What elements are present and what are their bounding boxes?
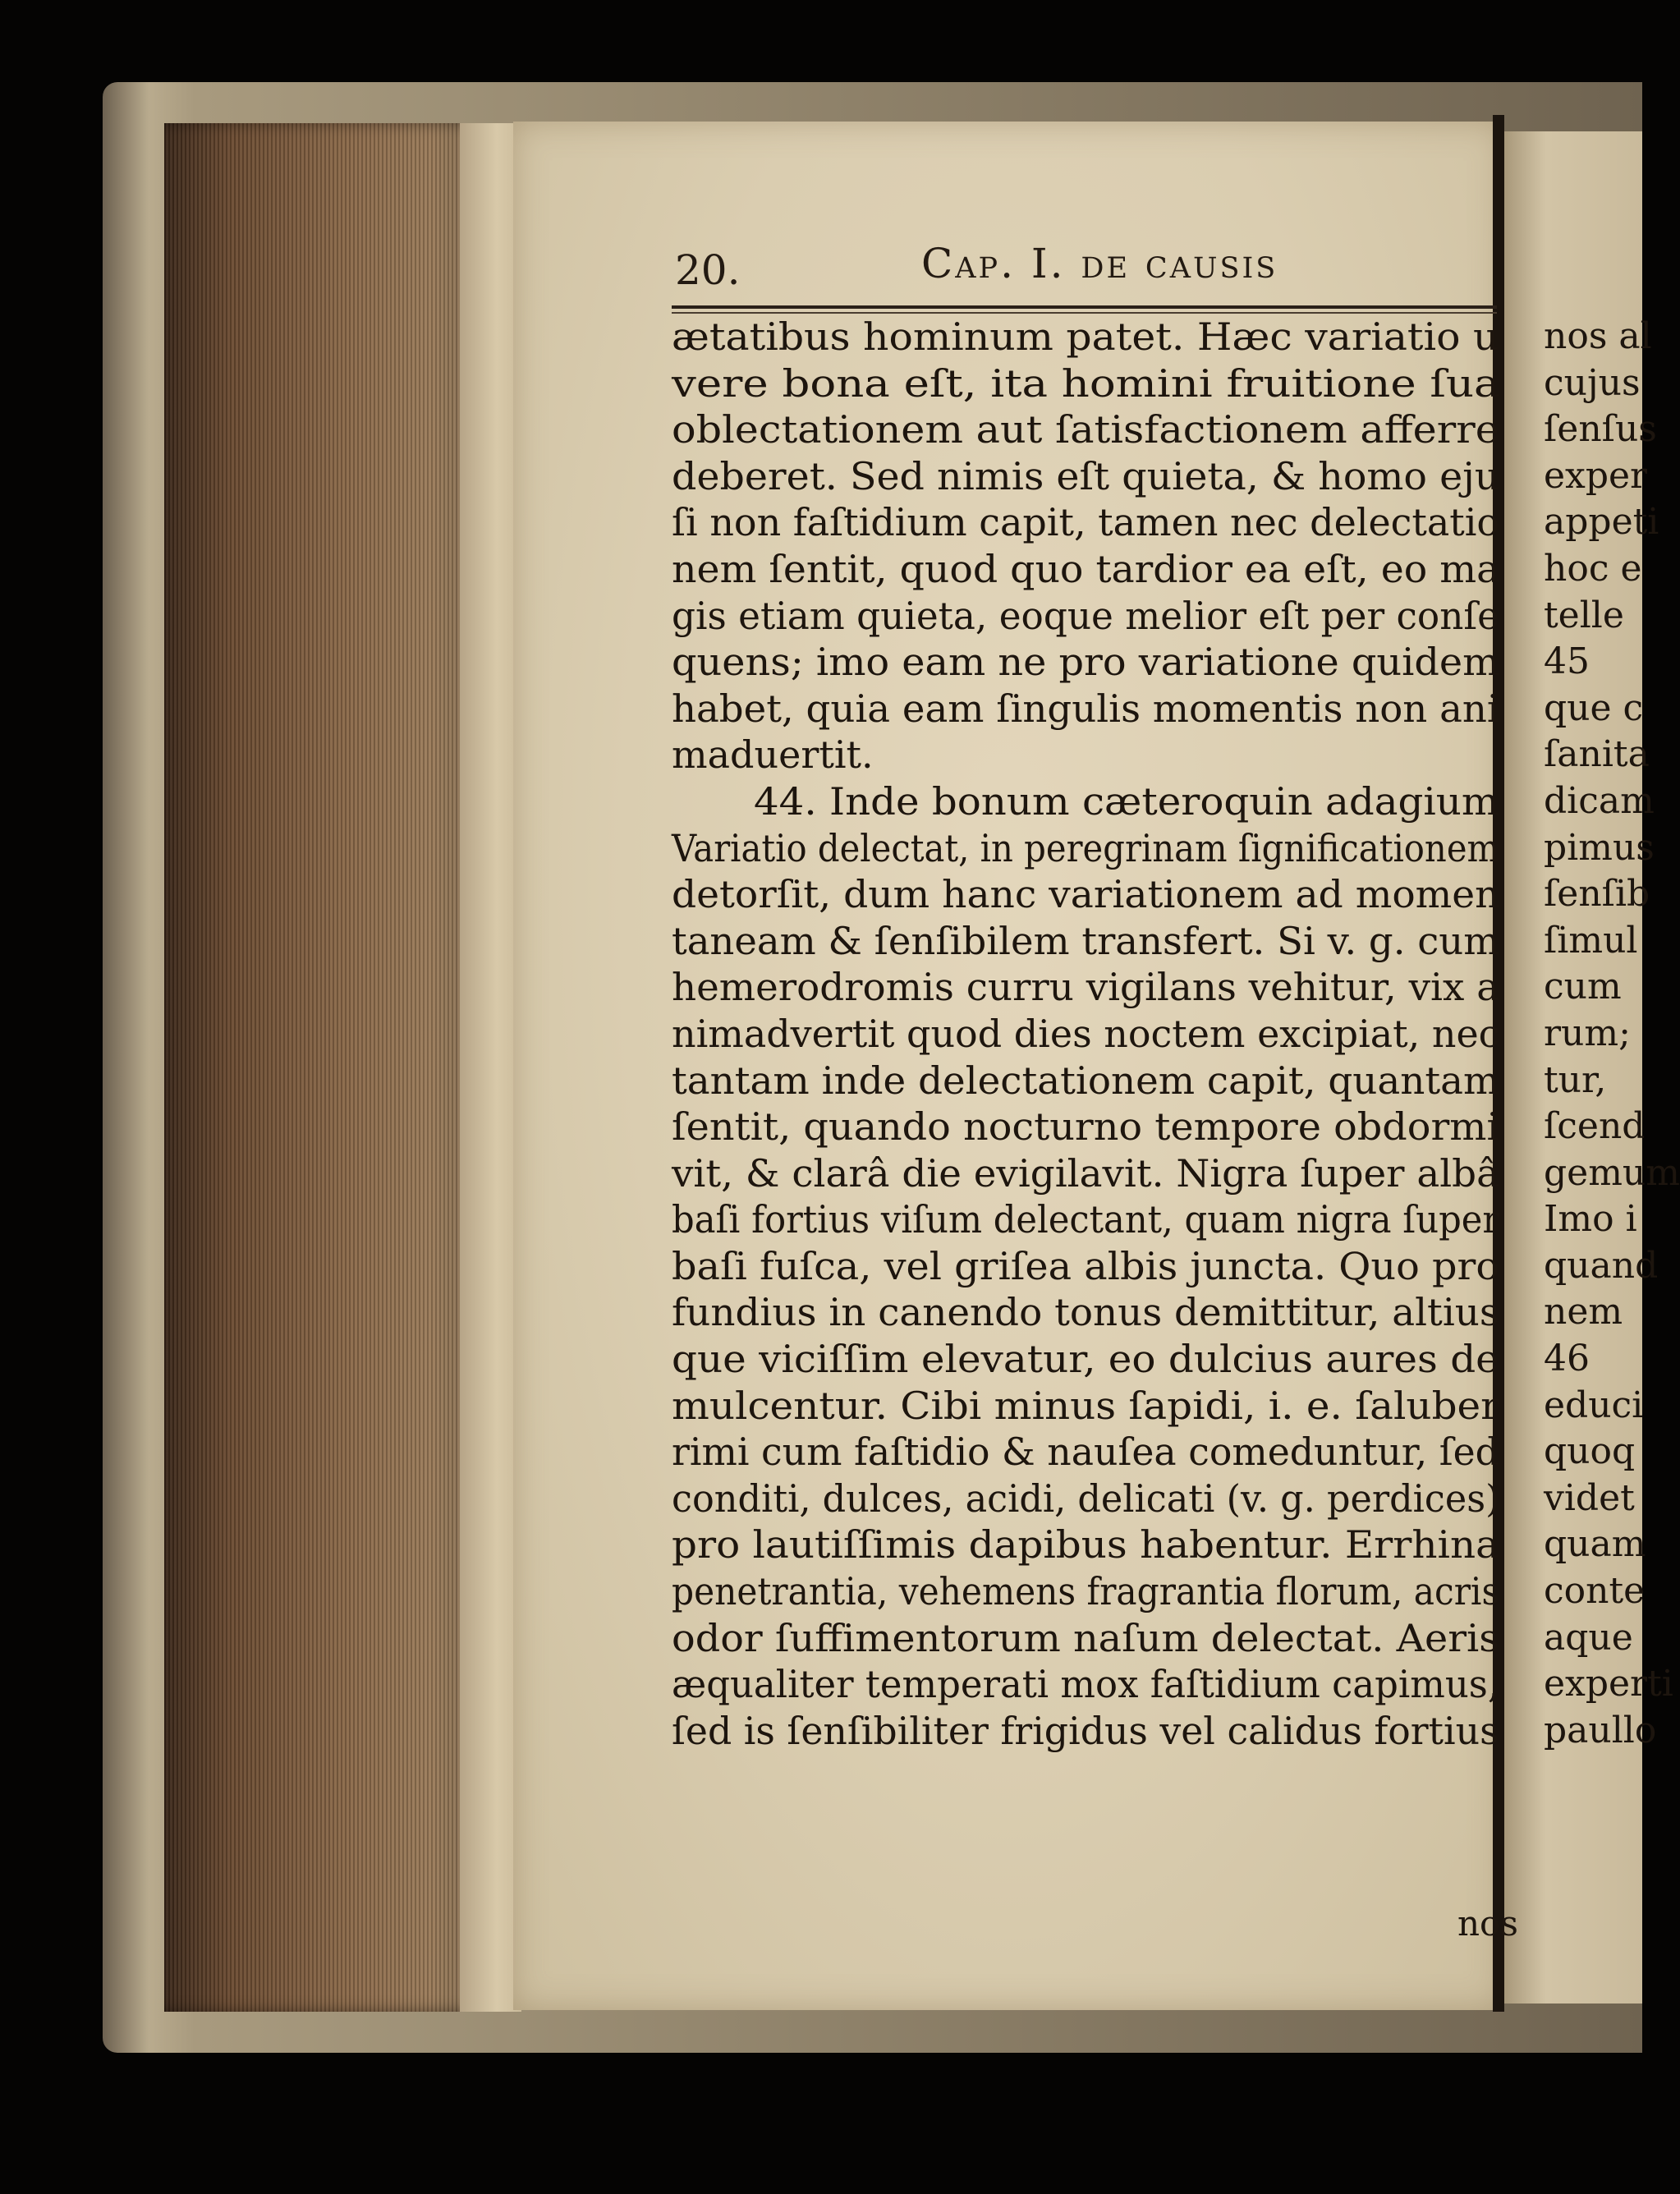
text-line: gis etiam quieta, eoque melior eſt per conſe [672,593,1500,638]
facing-line: experti [1544,1663,1673,1705]
facing-line: nos al [1544,315,1652,357]
text-line: odor ſuffimentorum naſum delectat. Aeris [672,1615,1499,1660]
text-line: baſi fuſca, vel griſea albis juncta. Quo pro [672,1243,1500,1288]
text-line: detorſit, dum hanc variationem ad momen [672,872,1500,917]
text-line: que viciſſim elevatur, eo dulcius aures de [672,1337,1499,1382]
text-line: fundius in canendo tonus demittitur, altius [672,1290,1499,1335]
facing-line: ſenſus [1544,408,1657,451]
text-line: habet, quia eam ſingulis momentis non ani [672,686,1499,731]
page-gutter [460,123,521,2012]
facing-line: rum; [1544,1012,1631,1054]
page-header [675,240,1496,297]
body-text [672,314,1499,1754]
facing-line: 45 [1544,640,1590,683]
facing-line: telle [1544,594,1624,636]
text-line: penetrantia, vehemens fragrantia florum, acris [672,1569,1500,1614]
facing-line: pimus [1544,826,1655,869]
text-line: quens; imo eam ne pro variatione quidem [672,640,1500,685]
facing-line: cujus [1544,361,1641,404]
text-line: nem ſentit, quod quo tardior ea eſt, eo ma [672,546,1500,591]
facing-line: 46 [1544,1338,1590,1380]
facing-line: ſcend [1544,1105,1646,1148]
facing-line: tur, [1544,1058,1607,1101]
text-line: ætatibus hominum patet. Hæc variatio u [672,314,1499,359]
catchword: nos [1457,1903,1518,1944]
text-line: maduertit. [672,732,874,778]
running-title: Cap. I. de causis [921,240,1278,287]
text-line: rimi cum faſtidio & nauſea comeduntur, ſed [672,1430,1499,1475]
text-line: oblectationem aut ſatisfactionem afferre [672,407,1499,452]
text-line: mulcentur. Cibi minus ſapidi, i. e. ſaluber [672,1383,1500,1428]
header-rule [672,305,1497,309]
facing-line: paullo [1544,1709,1657,1751]
text-line: ſi non faſtidium capit, tamen nec delectatio [672,500,1500,545]
facing-line: cum [1544,966,1622,1008]
facing-line: quoq [1544,1430,1636,1473]
text-line: æqualiter temperati mox faſtidium capimus, [672,1662,1500,1707]
facing-line: exper [1544,454,1648,497]
text-line: ſentit, quando nocturno tempore obdormi [672,1104,1499,1150]
text-line: tantam inde delectationem capit, quantam [672,1058,1500,1103]
text-line: vere bona eſt, ita homini fruitione ſua [672,360,1500,406]
facing-line: nem [1544,1291,1623,1333]
facing-line: dicam [1544,779,1655,822]
text-line: Variatio delectat, in peregrinam ſignificationem [672,825,1500,870]
text-line: taneam & ſenſibilem transfert. Si v. g. cum [672,918,1500,963]
facing-line: quand [1544,1244,1659,1287]
facing-line: que c [1544,686,1644,729]
facing-line: educi [1544,1384,1644,1426]
facing-line: Imo i [1544,1198,1637,1241]
paragraph-start-44: 44. Inde bonum cæteroquin adagium [754,778,1499,824]
text-line: vit, & clarâ die evigilavit. Nigra ſuper albâ [672,1150,1499,1196]
page-number: 20. [675,246,741,294]
facing-line: ſanita [1544,733,1650,776]
facing-line: gemum [1544,1151,1680,1194]
facing-line: conte [1544,1570,1646,1613]
text-line: conditi, dulces, acidi, delicati (v. g. perdices) [672,1476,1500,1521]
text-line: baſi fortius viſum delectant, quam nigra ſuper [672,1197,1500,1242]
text-line: pro lautiſſimis dapibus habentur. Errhina [672,1522,1499,1567]
text-line: nimadvertit quod dies noctem excipiat, nec [672,1011,1500,1056]
page-block-edge [164,123,497,2012]
facing-line: videt [1544,1476,1635,1519]
text-line: ſed is ſenſibiliter frigidus vel calidus fortius [672,1708,1499,1753]
facing-line: quam [1544,1523,1646,1566]
facing-line: ſenſib [1544,873,1650,916]
facing-line: aque [1544,1616,1633,1659]
text-line: deberet. Sed nimis eſt quieta, & homo eju [672,453,1500,498]
facing-line: appeti [1544,501,1659,544]
facing-line: hoc e [1544,547,1642,590]
facing-line: ſimul [1544,919,1638,962]
text-line: hemerodromis curru vigilans vehitur, vix a [672,965,1500,1010]
facing-page-text [1544,314,1680,1754]
